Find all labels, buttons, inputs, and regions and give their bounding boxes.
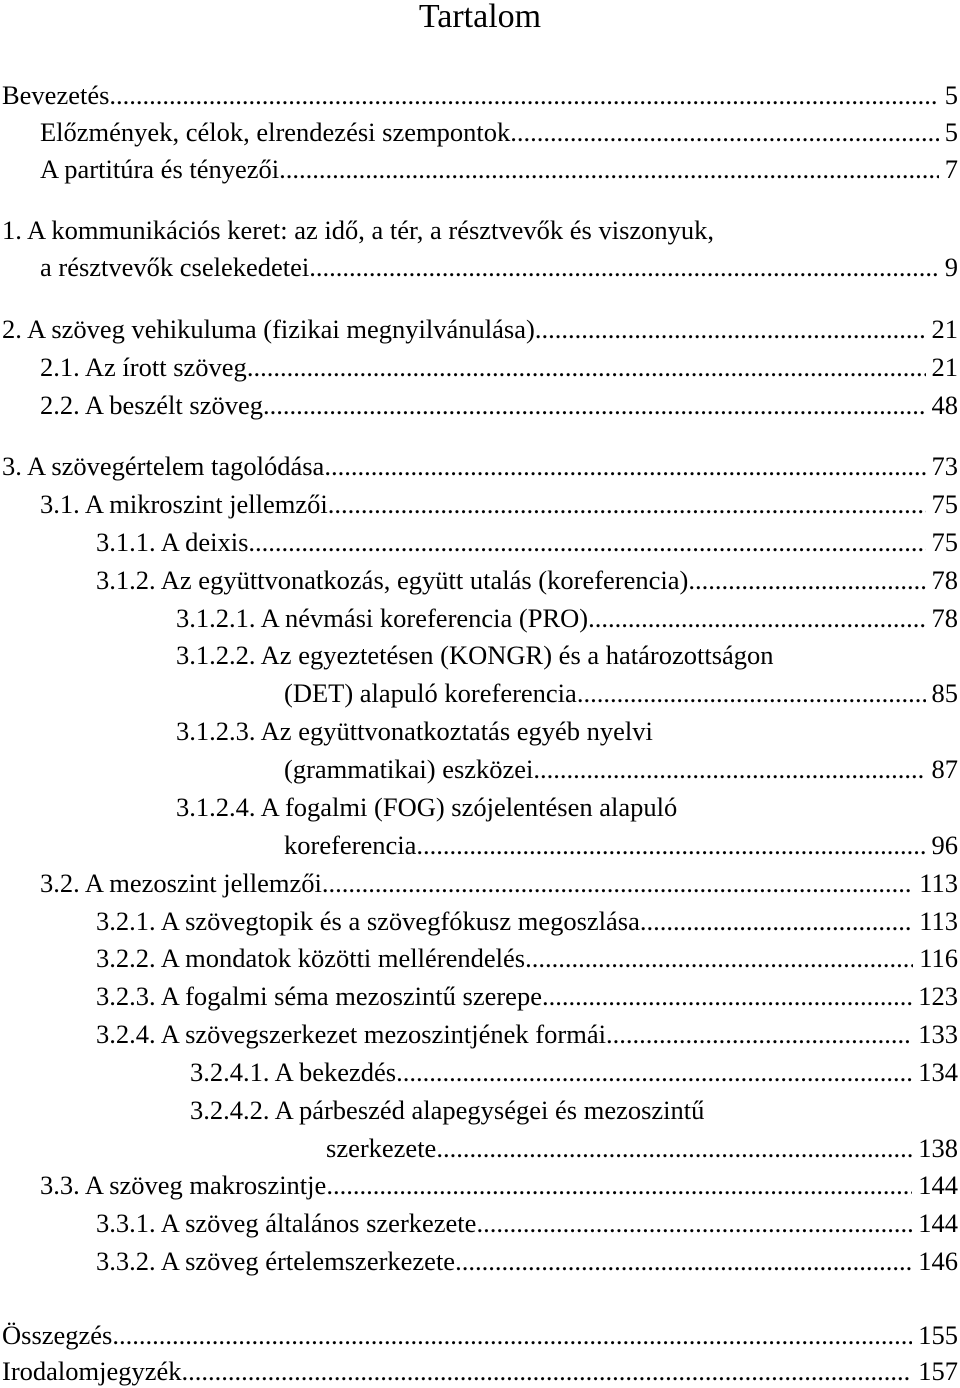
toc-entry-3-1-2-2-line1[interactable] [176, 638, 774, 672]
toc-entry-label: 3.2.4.1. A bekezdés [190, 1057, 397, 1087]
toc-page-number: 48 [931, 390, 958, 420]
leader-dots [606, 1017, 912, 1051]
toc-entry-osszegzes[interactable] [2, 1318, 958, 1352]
toc-entry-3-3[interactable] [40, 1168, 958, 1202]
toc-entry-number: 3.1.2.2. [176, 640, 256, 670]
toc-page-number: 21 [931, 314, 958, 344]
toc-entry-3-2-4-2-line1[interactable] [190, 1093, 704, 1127]
toc-page-number: 78 [931, 603, 958, 633]
toc-entry-3-3-2[interactable] [96, 1244, 958, 1278]
toc-entry-number: 3.2.4.2. [190, 1095, 270, 1125]
leader-dots [326, 1168, 912, 1202]
toc-entry-label: Bevezetés [2, 80, 110, 110]
leader-dots [112, 1318, 912, 1352]
toc-entry-label: 2.1. Az írott szöveg [40, 352, 247, 382]
leader-dots [588, 601, 925, 635]
toc-entry-label: 3.2.2. A mondatok közötti mellérendelés [96, 943, 526, 973]
toc-entry-label: Összegzés [2, 1320, 113, 1350]
leader-dots [535, 312, 926, 346]
toc-entry-3-1-2[interactable] [96, 563, 958, 597]
toc-entry-text: A párbeszéd alapegységei és mezoszintű [274, 1095, 705, 1125]
leader-dots [247, 350, 926, 384]
toc-entry-2-2[interactable] [40, 388, 958, 422]
toc-entry-1[interactable] [40, 250, 958, 284]
toc-page-number: 9 [944, 252, 958, 282]
toc-entry-label: 3.2.1. A szövegtopik és a szövegfókusz megoszlása [96, 906, 640, 936]
toc-page-number: 7 [944, 154, 958, 184]
toc-page-number: 113 [919, 868, 958, 898]
toc-entry-text: A fogalmi (FOG) szójelentésen alapuló [260, 792, 678, 822]
toc-entry-3-1-2-2[interactable] [284, 676, 958, 710]
toc-entry-3-2-2[interactable] [96, 941, 958, 975]
toc-page-number: 113 [919, 906, 958, 936]
toc-entry-partitura[interactable] [40, 152, 958, 186]
toc-entry-label: 3.2. A mezoszint jellemzői [40, 868, 322, 898]
toc-entry-label: 3.3.2. A szöveg értelemszerkezete [96, 1246, 456, 1276]
leader-dots [322, 866, 913, 900]
toc-entry-label: Előzmények, célok, elrendezési szempontok [40, 117, 511, 147]
toc-entry-3-1[interactable] [40, 487, 958, 521]
toc-entry-label: 2. A szöveg vehikuluma (fizikai megnyilvánulása) [2, 314, 535, 344]
toc-page-number: 157 [918, 1356, 958, 1386]
toc-page-number: 144 [918, 1208, 958, 1238]
toc-page-number: 146 [918, 1246, 958, 1276]
toc-entry-label: 2.2. A beszélt szöveg [40, 390, 263, 420]
toc-entry-3[interactable] [2, 449, 958, 483]
leader-dots [577, 676, 926, 710]
leader-dots [525, 941, 913, 975]
toc-entry-3-1-2-4-line1[interactable] [176, 790, 677, 824]
leader-dots [182, 1354, 913, 1388]
toc-page-number: 5 [944, 117, 958, 147]
leader-dots [396, 1055, 912, 1089]
toc-page-number: 123 [918, 981, 958, 1011]
toc-page-number: 75 [931, 527, 958, 557]
leader-dots [476, 1206, 912, 1240]
toc-entry-label: 3.2.4. A szövegszerkezet mezoszintjének formái [96, 1019, 606, 1049]
toc-entry-label: A partitúra és tényezői [40, 154, 280, 184]
toc-entry-bevezetes[interactable] [2, 78, 958, 112]
toc-page-number: 144 [918, 1170, 958, 1200]
toc-entry-label: szerkezete [326, 1133, 437, 1163]
leader-dots [542, 979, 912, 1013]
toc-entry-label: 3.1. A mikroszint jellemzői [40, 489, 328, 519]
leader-dots [510, 115, 939, 149]
leader-dots [455, 1244, 912, 1278]
toc-entry-number: 3.1.2.3. [176, 716, 256, 746]
toc-entry-label: koreferencia [284, 830, 417, 860]
leader-dots [533, 752, 925, 786]
toc-page-number: 96 [931, 830, 958, 860]
toc-entry-3-2-1[interactable] [96, 904, 958, 938]
toc-entry-irodalomjegyzek[interactable] [2, 1354, 958, 1388]
toc-page-number: 5 [944, 80, 958, 110]
leader-dots [436, 1131, 912, 1165]
leader-dots [309, 250, 938, 284]
toc-entry-label: Irodalomjegyzék [2, 1356, 182, 1386]
toc-page-number: 138 [918, 1133, 958, 1163]
leader-dots [328, 487, 926, 521]
toc-page-number: 134 [918, 1057, 958, 1087]
toc-entry-label: 3.1.2.1. A névmási koreferencia (PRO) [176, 603, 589, 633]
toc-page-number: 85 [931, 678, 958, 708]
toc-page-number: 155 [918, 1320, 958, 1350]
toc-page-number: 133 [918, 1019, 958, 1049]
toc-entry-label: a résztvevők cselekedetei [40, 252, 310, 282]
leader-dots [263, 388, 926, 422]
toc-page-number: 21 [931, 352, 958, 382]
toc-page-number: 75 [931, 489, 958, 519]
leader-dots [248, 525, 925, 559]
toc-entry-3-2[interactable] [40, 866, 958, 900]
toc-entry-2[interactable] [2, 312, 958, 346]
toc-entry-3-2-4[interactable] [96, 1017, 958, 1051]
leader-dots [324, 449, 925, 483]
leader-dots [109, 78, 938, 112]
toc-entry-label: 3.1.1. A deixis [96, 527, 249, 557]
toc-entry-text: Az együttvonatkoztatás egyéb nyelvi [260, 716, 653, 746]
toc-entry-3-1-2-4[interactable] [284, 828, 958, 862]
toc-entry-label: 3.3. A szöveg makroszintje [40, 1170, 327, 1200]
toc-entry-3-2-3[interactable] [96, 979, 958, 1013]
toc-entry-label: 3.2.3. A fogalmi séma mezoszintű szerepe [96, 981, 542, 1011]
toc-entry-label: 3. A szövegértelem tagolódása [2, 451, 325, 481]
toc-entry-label: (grammatikai) eszközei [284, 754, 534, 784]
toc-page-number: 87 [931, 754, 958, 784]
toc-entry-3-2-4-1[interactable] [190, 1055, 958, 1089]
toc-entry-label: 3.3.1. A szöveg általános szerkezete [96, 1208, 477, 1238]
toc-page-number: 116 [919, 943, 958, 973]
toc-entry-label: 3.1.2. Az együttvonatkozás, együtt utalás (koreferencia) [96, 565, 689, 595]
leader-dots [640, 904, 913, 938]
leader-dots [688, 563, 925, 597]
toc-entry-3-1-1[interactable] [96, 525, 958, 559]
page-title: Tartalom [418, 0, 542, 35]
toc-entry-3-1-2-3[interactable] [284, 752, 958, 786]
toc-entry-1-line1[interactable]: 1. A kommunikációs keret: az idő, a tér, a résztvevők és viszonyuk, [2, 215, 715, 245]
toc-page-number: 78 [931, 565, 958, 595]
toc-entry-label: (DET) alapuló koreferencia [284, 678, 577, 708]
toc-entry-elozmenyek[interactable] [40, 115, 958, 149]
toc-entry-text: Az egyeztetésen (KONGR) és a határozottságon [260, 640, 774, 670]
toc-entry-3-1-2-1[interactable] [176, 601, 958, 635]
toc-page-number: 73 [931, 451, 958, 481]
toc-entry-number: 3.1.2.4. [176, 792, 256, 822]
toc-entry-3-1-2-3-line1[interactable] [176, 714, 653, 748]
toc-entry-3-2-4-2[interactable] [326, 1131, 958, 1165]
toc-entry-3-3-1[interactable] [96, 1206, 958, 1240]
leader-dots [279, 152, 939, 186]
toc-entry-2-1[interactable] [40, 350, 958, 384]
leader-dots [416, 828, 925, 862]
